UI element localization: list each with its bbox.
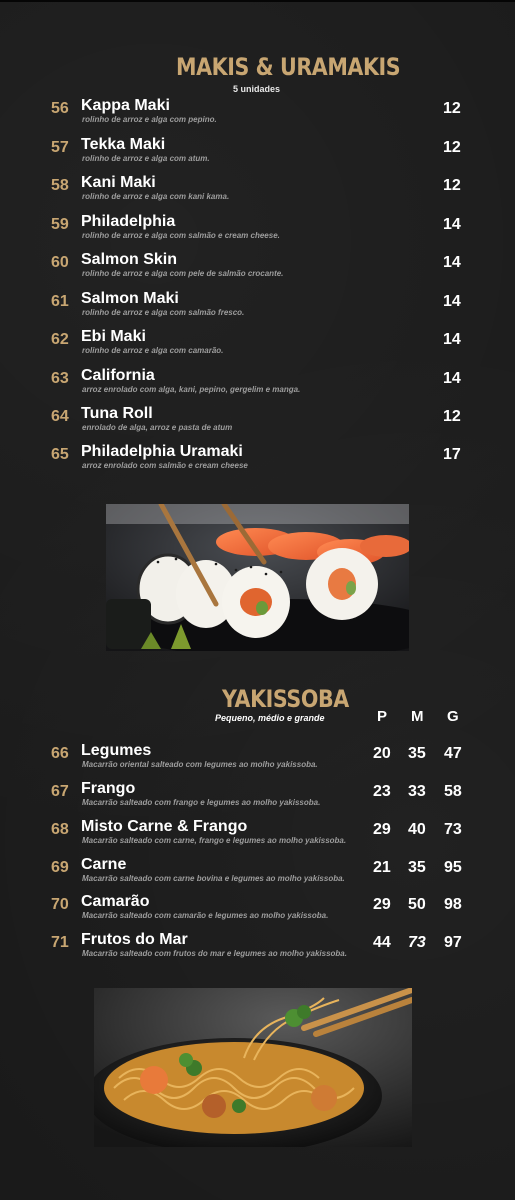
menu-item	[0, 290, 515, 329]
item-name: Kani Maki	[81, 174, 156, 191]
price-large: 97	[444, 934, 462, 951]
price-large: 98	[444, 896, 462, 913]
item-name: Tuna Roll	[81, 405, 153, 422]
item-price: 12	[443, 100, 461, 117]
item-description: rolinho de arroz e alga com salmão fresco.	[82, 308, 245, 317]
item-number: 70	[51, 896, 69, 913]
item-description: arroz enrolado com salmão e cream cheese	[82, 461, 248, 470]
size-header-m: M	[411, 708, 424, 725]
item-name: Philadelphia	[81, 213, 176, 230]
section-subtitle-yakissoba: Pequeno, médio e grande	[215, 713, 325, 723]
item-description: Macarrão salteado com frutos do mar e legumes ao molho yakissoba.	[82, 949, 347, 958]
item-number: 56	[51, 100, 69, 117]
menu-item	[0, 780, 515, 819]
item-name: Frango	[81, 780, 136, 797]
menu-item	[0, 328, 515, 367]
item-name: Ebi Maki	[81, 328, 146, 345]
price-medium: 33	[408, 783, 426, 800]
menu-item	[0, 742, 515, 781]
item-number: 65	[51, 446, 69, 463]
menu-item	[0, 931, 515, 970]
item-description: rolinho de arroz e alga com pepino.	[82, 115, 217, 124]
item-price: 12	[443, 177, 461, 194]
item-description: Macarrão salteado com carne bovina e legumes ao molho yakissoba.	[82, 874, 345, 883]
item-price: 14	[443, 331, 461, 348]
price-small: 29	[373, 821, 391, 838]
item-description: rolinho de arroz e alga com salmão e cream cheese.	[82, 231, 280, 240]
price-medium: 40	[408, 821, 426, 838]
price-large: 58	[444, 783, 462, 800]
item-number: 61	[51, 293, 69, 310]
size-header-g: G	[447, 708, 459, 725]
sushi-illustration	[106, 504, 409, 651]
menu-item	[0, 443, 515, 482]
item-number: 62	[51, 331, 69, 348]
menu-item	[0, 893, 515, 932]
price-small: 23	[373, 783, 391, 800]
item-number: 60	[51, 254, 69, 271]
item-number: 66	[51, 745, 69, 762]
section-title-makis: MAKIS & URAMAKIS	[176, 53, 401, 81]
menu-item	[0, 818, 515, 857]
item-description: Macarrão oriental salteado com legumes ao molho yakissoba.	[82, 760, 318, 769]
item-description: Macarrão salteado com frango e legumes ao molho yakissoba.	[82, 798, 321, 807]
item-name: Salmon Maki	[81, 290, 179, 307]
item-number: 67	[51, 783, 69, 800]
price-large: 47	[444, 745, 462, 762]
item-name: Kappa Maki	[81, 97, 170, 114]
price-large: 95	[444, 859, 462, 876]
price-medium: 35	[408, 859, 426, 876]
sushi-photo	[106, 504, 409, 651]
top-border	[0, 0, 515, 2]
menu-item	[0, 367, 515, 406]
price-small: 44	[373, 934, 391, 951]
item-price: 12	[443, 139, 461, 156]
menu-item	[0, 251, 515, 290]
item-number: 68	[51, 821, 69, 838]
item-number: 63	[51, 370, 69, 387]
price-medium: 73	[408, 934, 426, 951]
yakissoba-photo	[94, 988, 412, 1147]
item-number: 58	[51, 177, 69, 194]
item-name: Philadelphia Uramaki	[81, 443, 243, 460]
item-name: Misto Carne & Frango	[81, 818, 248, 835]
item-description: Macarrão salteado com camarão e legumes ao molho yakissoba.	[82, 911, 329, 920]
item-description: arroz enrolado com alga, kani, pepino, gergelim e manga.	[82, 385, 301, 394]
item-name: California	[81, 367, 155, 384]
item-description: Macarrão salteado com carne, frango e legumes ao molho yakissoba.	[82, 836, 347, 845]
item-number: 69	[51, 859, 69, 876]
price-large: 73	[444, 821, 462, 838]
price-small: 29	[373, 896, 391, 913]
yakissoba-illustration	[94, 988, 412, 1147]
item-number: 71	[51, 934, 69, 951]
price-small: 21	[373, 859, 391, 876]
item-name: Camarão	[81, 893, 150, 910]
item-name: Carne	[81, 856, 127, 873]
item-description: rolinho de arroz e alga com pele de salmão crocante.	[82, 269, 284, 278]
item-price: 14	[443, 216, 461, 233]
section-title-yakissoba: YAKISSOBA	[222, 685, 349, 713]
menu-item	[0, 213, 515, 252]
price-medium: 50	[408, 896, 426, 913]
item-price: 12	[443, 408, 461, 425]
menu-item	[0, 97, 515, 136]
item-description: enrolado de alga, arroz e pasta de atum	[82, 423, 233, 432]
price-small: 20	[373, 745, 391, 762]
item-description: rolinho de arroz e alga com camarão.	[82, 346, 224, 355]
menu-item	[0, 405, 515, 444]
item-number: 59	[51, 216, 69, 233]
item-price: 14	[443, 293, 461, 310]
item-number: 64	[51, 408, 69, 425]
item-price: 17	[443, 446, 461, 463]
item-name: Tekka Maki	[81, 136, 166, 153]
item-number: 57	[51, 139, 69, 156]
item-name: Frutos do Mar	[81, 931, 188, 948]
item-price: 14	[443, 254, 461, 271]
item-price: 14	[443, 370, 461, 387]
item-name: Salmon Skin	[81, 251, 178, 268]
item-description: rolinho de arroz e alga com kani kama.	[82, 192, 230, 201]
menu-item	[0, 856, 515, 895]
item-description: rolinho de arroz e alga com atum.	[82, 154, 210, 163]
size-header-p: P	[377, 708, 388, 725]
item-name: Legumes	[81, 742, 152, 759]
section-subtitle-makis: 5 unidades	[233, 84, 281, 94]
menu-item	[0, 174, 515, 213]
menu-item	[0, 136, 515, 175]
price-medium: 35	[408, 745, 426, 762]
